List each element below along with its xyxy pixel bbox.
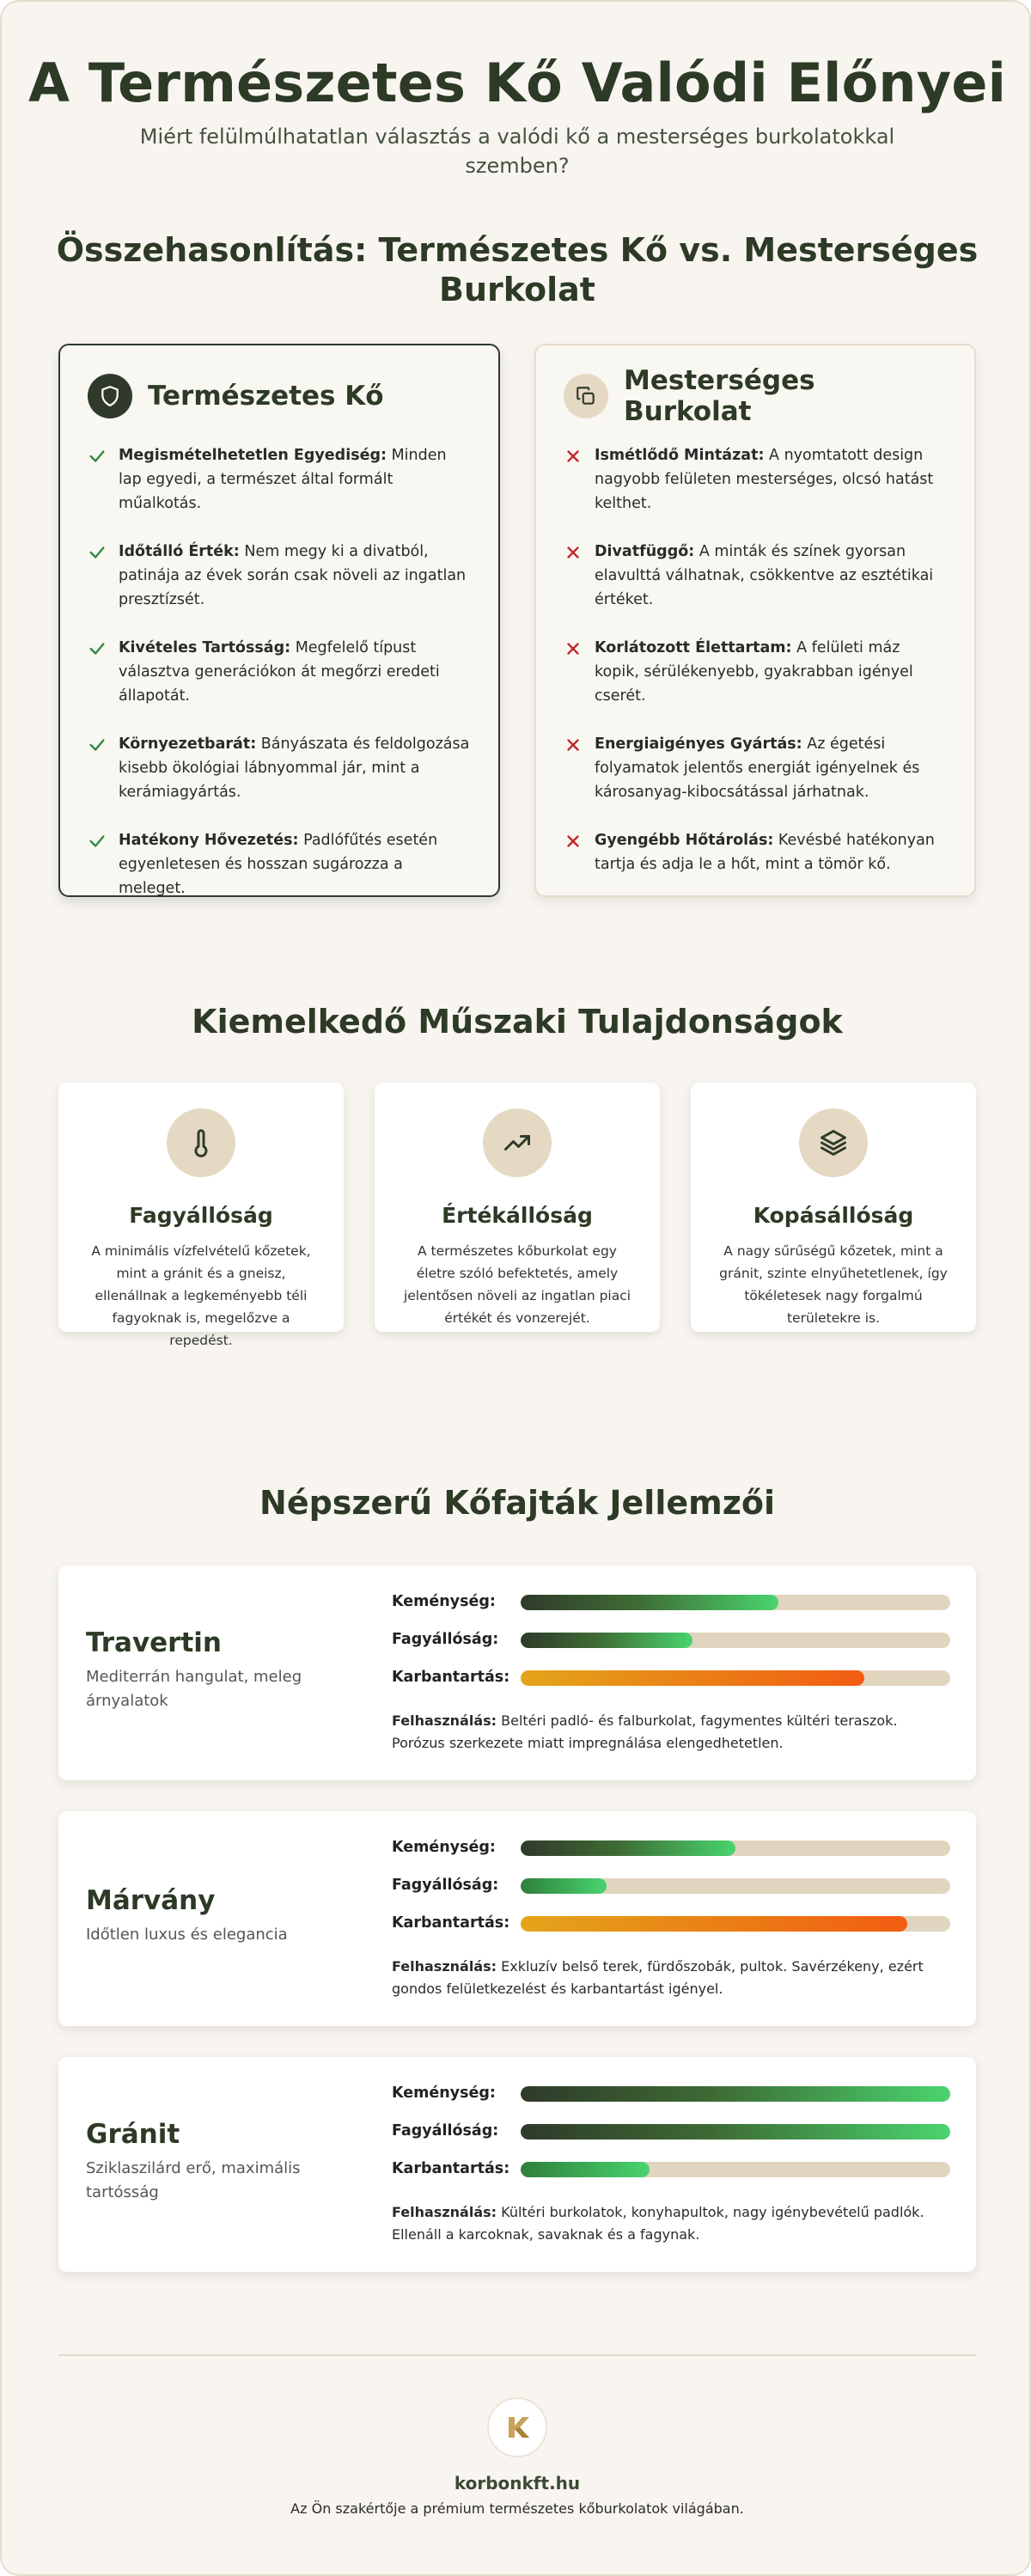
item-body: Bányászata és feldolgozása kisebb ökológiai lábnyommal jár, mint a kerámiagyártás. <box>119 736 470 801</box>
artificial-tile-list <box>564 443 947 876</box>
item-text <box>119 443 471 516</box>
metric-bar-fill <box>521 2086 950 2102</box>
stone-name: Gránit <box>86 2119 180 2150</box>
item-heading: Környezetbarát: <box>119 736 257 753</box>
pro-item <box>88 540 471 612</box>
metric-bar <box>521 1633 950 1648</box>
stone-tagline: Sziklaszilárd erő, maximális tartósság <box>86 2159 301 2201</box>
item-text <box>595 540 947 612</box>
item-text <box>595 828 947 876</box>
comparison-title: Összehasonlítás: Természetes Kő vs. Mesterséges Burkolat <box>56 231 979 308</box>
metric-bar-fill <box>521 1916 907 1932</box>
item-heading: Gyengébb Hőtárolás: <box>595 832 774 849</box>
metric-bar <box>521 1878 950 1894</box>
item-body: Az égetési folyamatok jelentős energiát igényelnek és károsanyag-kibocsátással járhatnak. <box>595 736 920 801</box>
pro-item <box>88 732 471 804</box>
metric-hardness <box>392 1591 950 1612</box>
trending-up-icon <box>483 1108 552 1177</box>
item-heading: Ismétlődő Mintázat: <box>595 447 765 464</box>
item-text <box>119 636 471 708</box>
metric-bar <box>521 1595 950 1610</box>
metric-frost <box>392 1875 950 1895</box>
metric-bar-fill <box>521 1840 735 1856</box>
item-text <box>595 732 947 804</box>
usage-text: Beltéri padló- és falburkolat, fagymentes kültéri teraszok. Porózus szerkezete miatt impregnálása elengedhetetlen. <box>392 1712 898 1751</box>
item-text <box>595 636 947 708</box>
metric-label: Karbantartás: <box>392 1914 510 1932</box>
metric-label: Keménység: <box>392 2085 496 2102</box>
footer-divider <box>58 2354 976 2356</box>
metric-bar-fill <box>521 2162 650 2177</box>
metric-label: Karbantartás: <box>392 2160 510 2177</box>
logo-icon <box>500 2410 534 2445</box>
item-heading: Kivételes Tartósság: <box>119 639 291 656</box>
metric-bar-fill <box>521 1670 864 1686</box>
feature-card-wear <box>691 1083 976 1332</box>
item-text <box>119 540 471 612</box>
item-body: Padlófűtés esetén egyenletesen és hosszan sugározza a meleget. <box>119 832 438 897</box>
con-item <box>564 540 947 612</box>
item-heading: Időtálló Érték: <box>119 543 240 560</box>
feature-title: Fagyállóság <box>129 1203 273 1228</box>
item-body: Megfelelő típust választva generációkon át megőrzi eredeti állapotát. <box>119 639 440 705</box>
page-subtitle: Miért felülmúlhatatlan választás a valódi kő a mesterséges burkolatokkal szemben? <box>139 125 895 178</box>
stone-name: Travertin <box>86 1627 222 1658</box>
stone-tagline: Időtlen luxus és elegancia <box>86 1926 288 1944</box>
metric-bar <box>521 2086 950 2102</box>
metric-label: Fagyállóság: <box>392 2122 499 2140</box>
metric-bar <box>521 1670 950 1686</box>
metric-bar <box>521 2162 950 2177</box>
metric-hardness <box>392 1837 950 1858</box>
item-heading: Megismételhetetlen Egyediség: <box>119 447 387 464</box>
pro-item <box>88 636 471 708</box>
metric-hardness <box>392 2083 950 2103</box>
item-text <box>595 443 947 516</box>
footer-brand[interactable]: korbonkft.hu <box>454 2473 581 2494</box>
page-title: A Természetes Kő Valódi Előnyei <box>27 52 1007 114</box>
metric-bar <box>521 1840 950 1856</box>
con-item <box>564 828 947 876</box>
natural-stone-card <box>58 344 500 897</box>
layers-icon <box>799 1108 868 1177</box>
check-icon <box>88 732 119 804</box>
item-heading: Energiaigényes Gyártás: <box>595 736 802 753</box>
feature-desc: A természetes kőburkolat egy életre szóló befektetés, amely jelentősen növeli az ingatlan piaci értékét és vonzerejét. <box>403 1243 631 1326</box>
metric-maintenance <box>392 1913 950 1933</box>
stone-usage <box>392 1710 950 1755</box>
item-body: Nem megy ki a divatból, patinája az évek során csak növeli az ingatlan presztízsét. <box>119 543 467 608</box>
metric-bar <box>521 1916 950 1932</box>
usage-label: Felhasználás: <box>392 2204 497 2220</box>
pro-item <box>88 443 471 516</box>
con-item <box>564 732 947 804</box>
natural-stone-title: Természetes Kő <box>148 381 384 412</box>
check-icon <box>88 828 119 900</box>
footer-text: Az Ön szakértője a prémium természetes kőburkolatok világában. <box>290 2500 744 2517</box>
cross-icon <box>564 443 595 516</box>
metric-bar <box>521 2124 950 2140</box>
item-heading: Hatékony Hővezetés: <box>119 832 299 849</box>
item-text <box>119 732 471 804</box>
metric-bar-fill <box>521 1633 692 1648</box>
thermometer-icon <box>167 1108 235 1177</box>
feature-card-frost <box>58 1083 344 1348</box>
natural-stone-list <box>88 443 471 900</box>
item-body: A minták és színek gyorsan elavulttá válhatnak, csökkentve az esztétikai értéket. <box>595 543 934 608</box>
feature-card-value <box>375 1083 660 1332</box>
stone-usage <box>392 1956 950 2000</box>
stone-card <box>58 1566 976 1780</box>
item-body: Minden lap egyedi, a természet által formált műalkotás. <box>119 447 447 512</box>
con-item <box>564 443 947 516</box>
metric-bar-fill <box>521 1595 778 1610</box>
usage-label: Felhasználás: <box>392 1712 497 1729</box>
metric-bar-fill <box>521 1878 607 1894</box>
cross-icon <box>564 828 595 876</box>
stones-title: Népszerű Kőfajták Jellemzői <box>259 1484 775 1522</box>
stone-card <box>58 2057 976 2272</box>
item-heading: Divatfüggő: <box>595 543 695 560</box>
stone-usage <box>392 2201 950 2246</box>
cross-icon <box>564 732 595 804</box>
pro-item <box>88 828 471 900</box>
con-item <box>564 636 947 708</box>
metric-maintenance <box>392 2158 950 2179</box>
metric-frost <box>392 2121 950 2141</box>
item-body: A nyomtatott design nagyobb felületen mesterséges, olcsó hatást kelthet. <box>595 447 934 512</box>
usage-label: Felhasználás: <box>392 1958 497 1975</box>
feature-desc: A nagy sűrűségű kőzetek, mint a gránit, szinte elnyűhetetlenek, így tökéletesek nagy forgalmú területekre is. <box>719 1243 948 1326</box>
item-body: Kevésbé hatékonyan tartja és adja le a hőt, mint a tömör kő. <box>595 832 935 873</box>
feature-title: Értékállóság <box>442 1203 593 1228</box>
metric-label: Fagyállóság: <box>392 1877 499 1894</box>
usage-text: Exkluzív belső terek, fürdőszobák, pultok. Savérzékeny, ezért gondos felületkezelést és karbantartást igényel. <box>392 1958 924 1997</box>
stone-name: Márvány <box>86 1885 216 1916</box>
copy-icon <box>564 374 608 418</box>
check-icon <box>88 443 119 516</box>
stone-card <box>58 1811 976 2026</box>
feature-title: Kopásállóság <box>753 1203 914 1228</box>
features-title: Kiemelkedő Műszaki Tulajdonságok <box>192 1003 843 1041</box>
metric-label: Keménység: <box>392 1839 496 1856</box>
check-icon <box>88 636 119 708</box>
stone-tagline: Mediterrán hangulat, meleg árnyalatok <box>86 1668 302 1710</box>
metric-label: Fagyállóság: <box>392 1631 499 1648</box>
metric-bar-fill <box>521 2124 950 2140</box>
metric-label: Karbantartás: <box>392 1669 510 1686</box>
item-body: A felületi máz kopik, sérülékenyebb, gyakrabban igényel cserét. <box>595 639 913 705</box>
artificial-tile-title: Mesterséges Burkolat <box>624 365 815 427</box>
cross-icon <box>564 540 595 612</box>
shield-icon <box>88 374 132 418</box>
artificial-tile-card <box>534 344 976 897</box>
metric-label: Keménység: <box>392 1593 496 1610</box>
item-heading: Korlátozott Élettartam: <box>595 639 792 656</box>
metric-frost <box>392 1629 950 1650</box>
usage-text: Kültéri burkolatok, konyhapultok, nagy igénybevételű padlók. Ellenáll a karcoknak, savaknak és a fagynak. <box>392 2204 924 2243</box>
metric-maintenance <box>392 1667 950 1688</box>
logo <box>487 2397 547 2457</box>
check-icon <box>88 540 119 612</box>
cross-icon <box>564 636 595 708</box>
feature-desc: A minimális vízfelvételű kőzetek, mint a gránit és a gneisz, ellenállnak a legkeményebb téli fagyoknak is, megelőzve a repedést. <box>91 1243 311 1348</box>
item-text <box>119 828 471 900</box>
